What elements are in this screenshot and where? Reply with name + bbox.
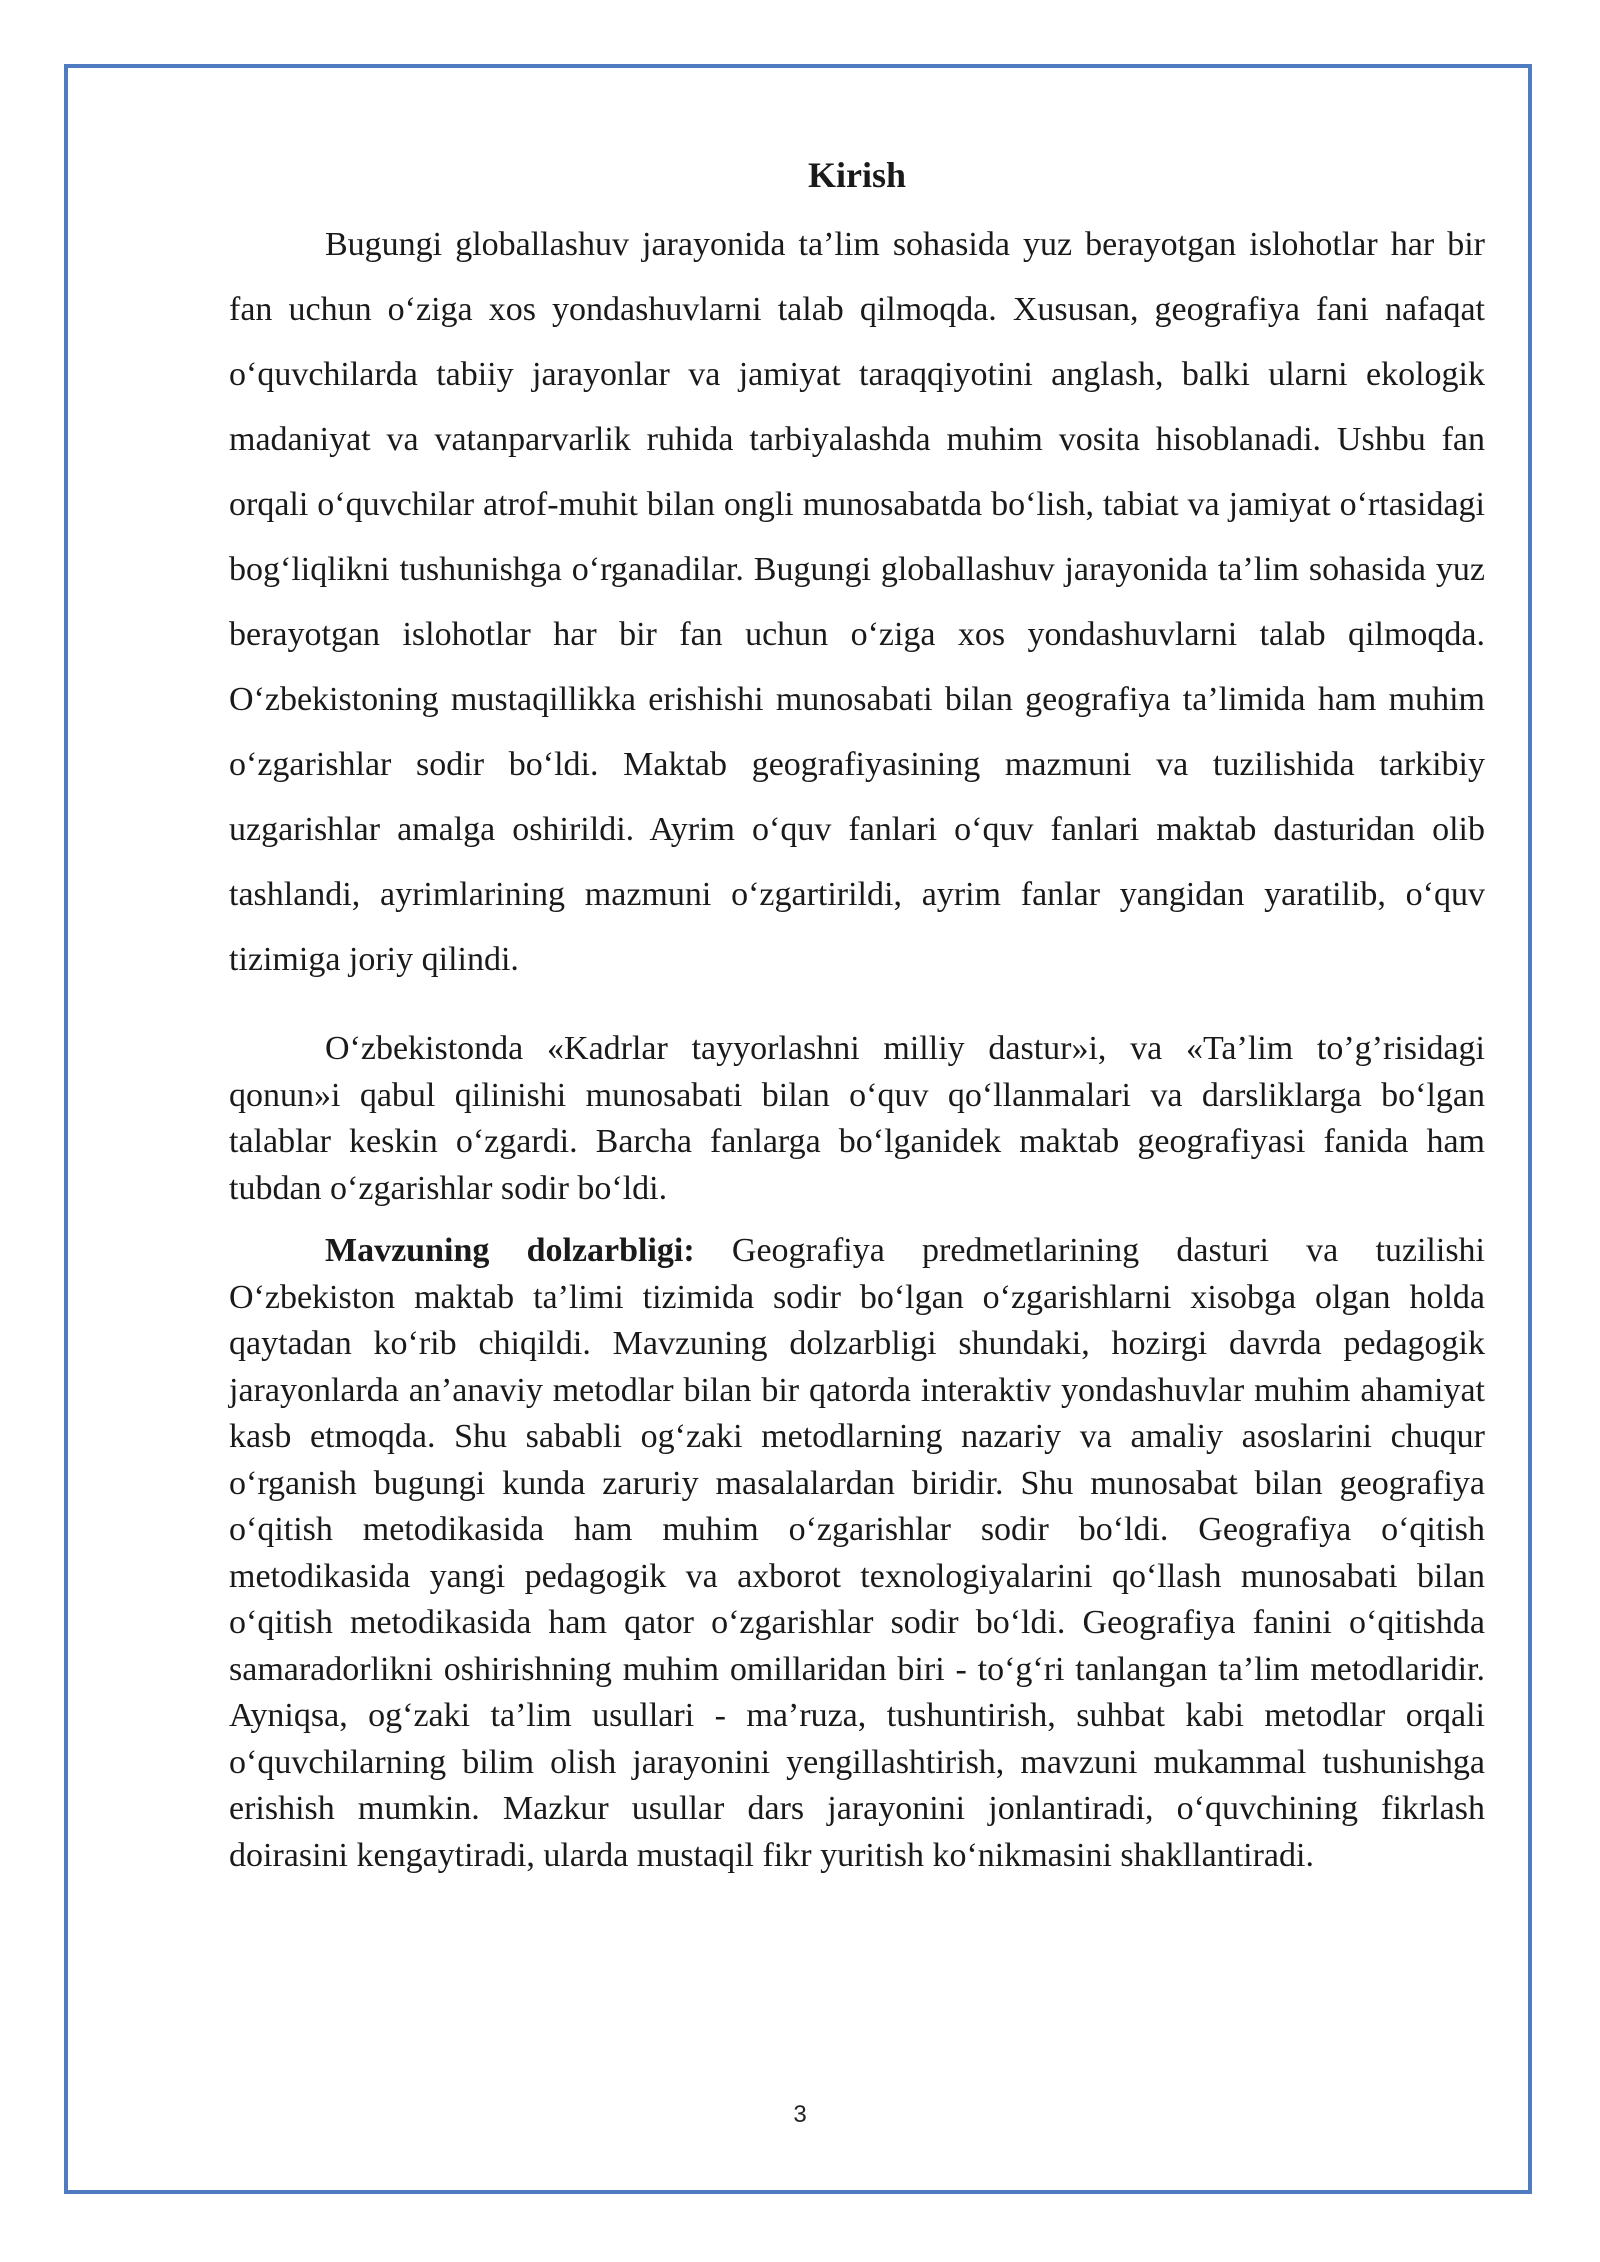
section-heading: Kirish (807, 155, 906, 195)
paragraph-intro (229, 212, 1485, 992)
paragraph-relevance (229, 1228, 1485, 1879)
page-number: 3 (793, 2101, 807, 2128)
paragraph-intro-text: Bugungi globallashuv jarayonida ta’lim sohasida yuz berayotgan islohotlar har bir fan uchun o‘ziga xos yondashuvlarni talab qilmoqda. Xususan, geografiya fani nafaqat o‘quvchilarda tabiiy jarayonlar va jamiyat taraqqiyotini anglash, balki ularni ekologik madaniyat va vatanparvarlik ruhida tarbiyalashda muhim vosita hisoblanadi. Ushbu fan orqali o‘quvchilar atrof-muhit bilan ongli munosabatda bo‘lish, tabiat va jamiyat o‘rtasidagi bog‘liqlikni tushunishga o‘rganadilar. Bugungi globallashuv jarayonida ta’lim sohasida yuz berayotgan islohotlar har bir fan uchun o‘ziga xos yondashuvlarni talab qilmoqda. O‘zbekistoning mustaqillikka erishishi munosabati bilan geografiya ta’limida ham muhim o‘zgarishlar sodir bo‘ldi. Maktab geografiyasining mazmuni va tuzilishida tarkibiy uzgarishlar amalga oshirildi. Ayrim o‘quv fanlari o‘quv fanlari maktab dasturidan olib tashlandi, ayrimlarining mazmuni o‘zgartirildi, ayrim fanlar yangidan yaratilib, o‘quv tizimiga joriy qilindi. (229, 226, 1485, 978)
relevance-lead: Mavzuning dolzarbligi: (325, 1232, 695, 1269)
document-body (229, 148, 1485, 1879)
paragraph-reforms-text: O‘zbekistonda «Kadrlar tayyorlashni milliy dastur»i, va «Ta’lim to’g’risidagi qonun»i qabul qilinishi munosabati bilan o‘quv qo‘llanmalari va darsliklarga bo‘lgan talablar keskin o‘zgardi. Barcha fanlarga bo‘lganidek maktab geografiyasi fanida ham tubdan o‘zgarishlar sodir bo‘ldi. (229, 1030, 1485, 1207)
paragraph-reforms (229, 1026, 1485, 1212)
paragraph-relevance-text: Geografiya predmetlarining dasturi va tuzilishi O‘zbekiston maktab ta’limi tizimida sodir bo‘lgan o‘zgarishlarni xisobga olgan holda qaytadan ko‘rib chiqildi. Mavzuning dolzarbligi shundaki, hozirgi davrda pedagogik jarayonlarda an’anaviy metodlar bilan bir qatorda interaktiv yondashuvlar muhim ahamiyat kasb etmoqda. Shu sababli og‘zaki metodlarning nazariy va amaliy asoslarini chuqur o‘rganish bugungi kunda zaruriy masalalardan biridir. Shu munosabat bilan geografiya o‘qitish metodikasida ham muhim o‘zgarishlar sodir bo‘ldi. Geografiya o‘qitish metodikasida yangi pedagogik va axborot texnologiyalarini qo‘llash munosabati bilan o‘qitish metodikasida ham qator o‘zgarishlar sodir bo‘ldi. Geografiya fanini o‘qitishda samaradorlikni oshirishning muhim omillaridan biri - to‘g‘ri tanlangan ta’lim metodlaridir. Ayniqsa, og‘zaki ta’lim usullari - ma’ruza, tushuntirish, suhbat kabi metodlar orqali o‘quvchilarning bilim olish jarayonini yengillashtirish, mavzuni mukammal tushunishga erishish mumkin. Mazkur usullar dars jarayonini jonlantiradi, o‘quvchining fikrlash doirasini kengaytiradi, ularda mustaqil fikr yuritish ko‘nikmasini shakllantiradi. (229, 1232, 1486, 1874)
